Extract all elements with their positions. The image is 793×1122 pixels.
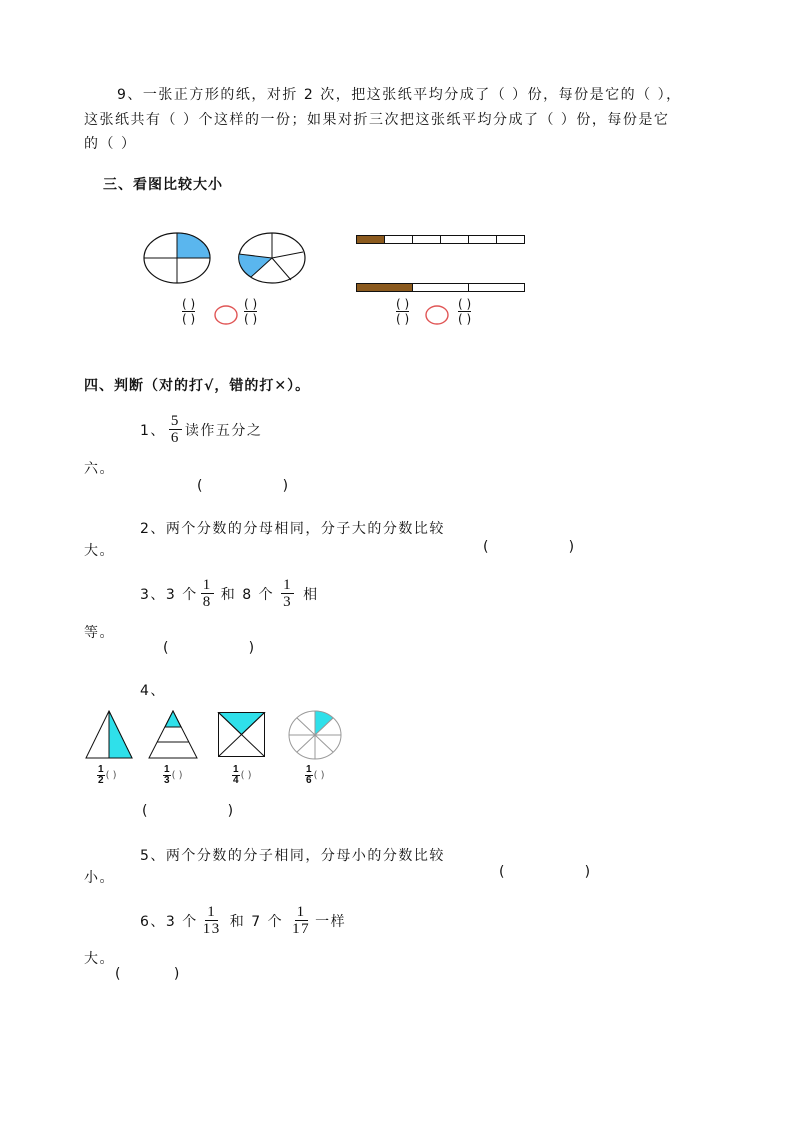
- fraction-2: $\frac{1}{17}$: [292, 904, 311, 937]
- judge-4-answer[interactable]: ( ): [142, 803, 234, 819]
- item-end: 一样: [315, 913, 347, 930]
- bar-one-sixth-figure: [356, 235, 526, 245]
- compare-right-frac-1[interactable]: [396, 297, 409, 326]
- judge-5: 5、两个分数的分子相同，分母小的分数比较: [140, 848, 445, 864]
- shape-label-3: $\frac{1}{4}$ ( ): [233, 764, 252, 786]
- square-icon: [218, 712, 266, 758]
- section3-title: 三、看图比较大小: [103, 177, 223, 193]
- compare-left-frac-2[interactable]: [244, 297, 257, 326]
- shape-label-2: $\frac{1}{3}$ ( ): [164, 764, 183, 786]
- judge-3: [140, 577, 319, 610]
- judge-6-cont: 大。: [84, 951, 115, 967]
- shape-label-1: $\frac{1}{2}$ ( ): [98, 764, 117, 786]
- q9-line2: 这张纸共有（ ）个这样的一份；如果对折三次把这张纸平均分成了（ ）份，每份是它: [84, 112, 670, 128]
- judge-1: [140, 413, 262, 446]
- judge-6-answer[interactable]: ( ): [115, 966, 180, 982]
- circle-icon: [288, 710, 342, 760]
- fifth-circle-figure: [237, 231, 307, 285]
- judge-3-cont: 等。: [84, 625, 115, 641]
- blank-numerator: ( ): [396, 297, 410, 311]
- judge-2: 2、两个分数的分母相同，分子大的分数比较: [140, 521, 445, 537]
- compare-left-frac-1[interactable]: [182, 297, 195, 326]
- section4-title: 四、判断（对的打√，错的打✕）。: [84, 378, 311, 394]
- blank-denominator: ( ): [458, 312, 472, 326]
- item-number: 3、3 个: [140, 586, 198, 603]
- judge-4-label: 4、: [140, 683, 166, 699]
- item-number: 1、: [140, 422, 166, 439]
- judge-1-cont: 六。: [84, 461, 115, 477]
- fraction-1: $\frac{1}{8}$: [202, 577, 212, 610]
- judge-5-cont: 小。: [84, 870, 115, 886]
- judge-2-cont: 大。: [84, 543, 115, 559]
- judge-5-answer[interactable]: ( ): [499, 864, 591, 880]
- blank-denominator: ( ): [244, 312, 258, 326]
- fraction: $\frac{5}{6}$: [170, 413, 180, 446]
- q9-line1: 9、一张正方形的纸，对折 2 次，把这张纸平均分成了（ ）份，每份是它的（ ），: [117, 87, 682, 103]
- fraction-1: $\frac{1}{13}$: [202, 904, 221, 937]
- quarter-circle-figure: [142, 231, 212, 285]
- item-end: 相: [303, 586, 319, 603]
- shape-label-4: $\frac{1}{6}$ ( ): [306, 764, 325, 786]
- comparison-circle-icon[interactable]: [425, 305, 449, 325]
- judge-2-answer[interactable]: ( ): [483, 539, 575, 555]
- item-number: 6、3 个: [140, 913, 198, 930]
- blank-denominator: ( ): [396, 312, 410, 326]
- judge-3-answer[interactable]: ( ): [163, 640, 255, 656]
- blank-denominator: ( ): [182, 312, 196, 326]
- judge-6: [140, 904, 346, 937]
- item-mid: 和 7 个: [229, 913, 284, 930]
- compare-right-frac-2[interactable]: [458, 297, 471, 326]
- judge-1-answer[interactable]: ( ): [197, 478, 289, 494]
- triangle-icon: [85, 710, 133, 760]
- striped-triangle-icon: [148, 710, 198, 760]
- fraction-2: $\frac{1}{3}$: [283, 577, 293, 610]
- q9-line3: 的（ ）: [84, 136, 137, 152]
- item-mid: 和 8 个: [220, 586, 275, 603]
- blank-numerator: ( ): [182, 297, 196, 311]
- comparison-circle-icon[interactable]: [214, 305, 238, 325]
- blank-numerator: ( ): [458, 297, 472, 311]
- item-text: 读作五分之: [184, 422, 263, 439]
- blank-numerator: ( ): [244, 297, 258, 311]
- bar-one-third-figure: [356, 283, 526, 293]
